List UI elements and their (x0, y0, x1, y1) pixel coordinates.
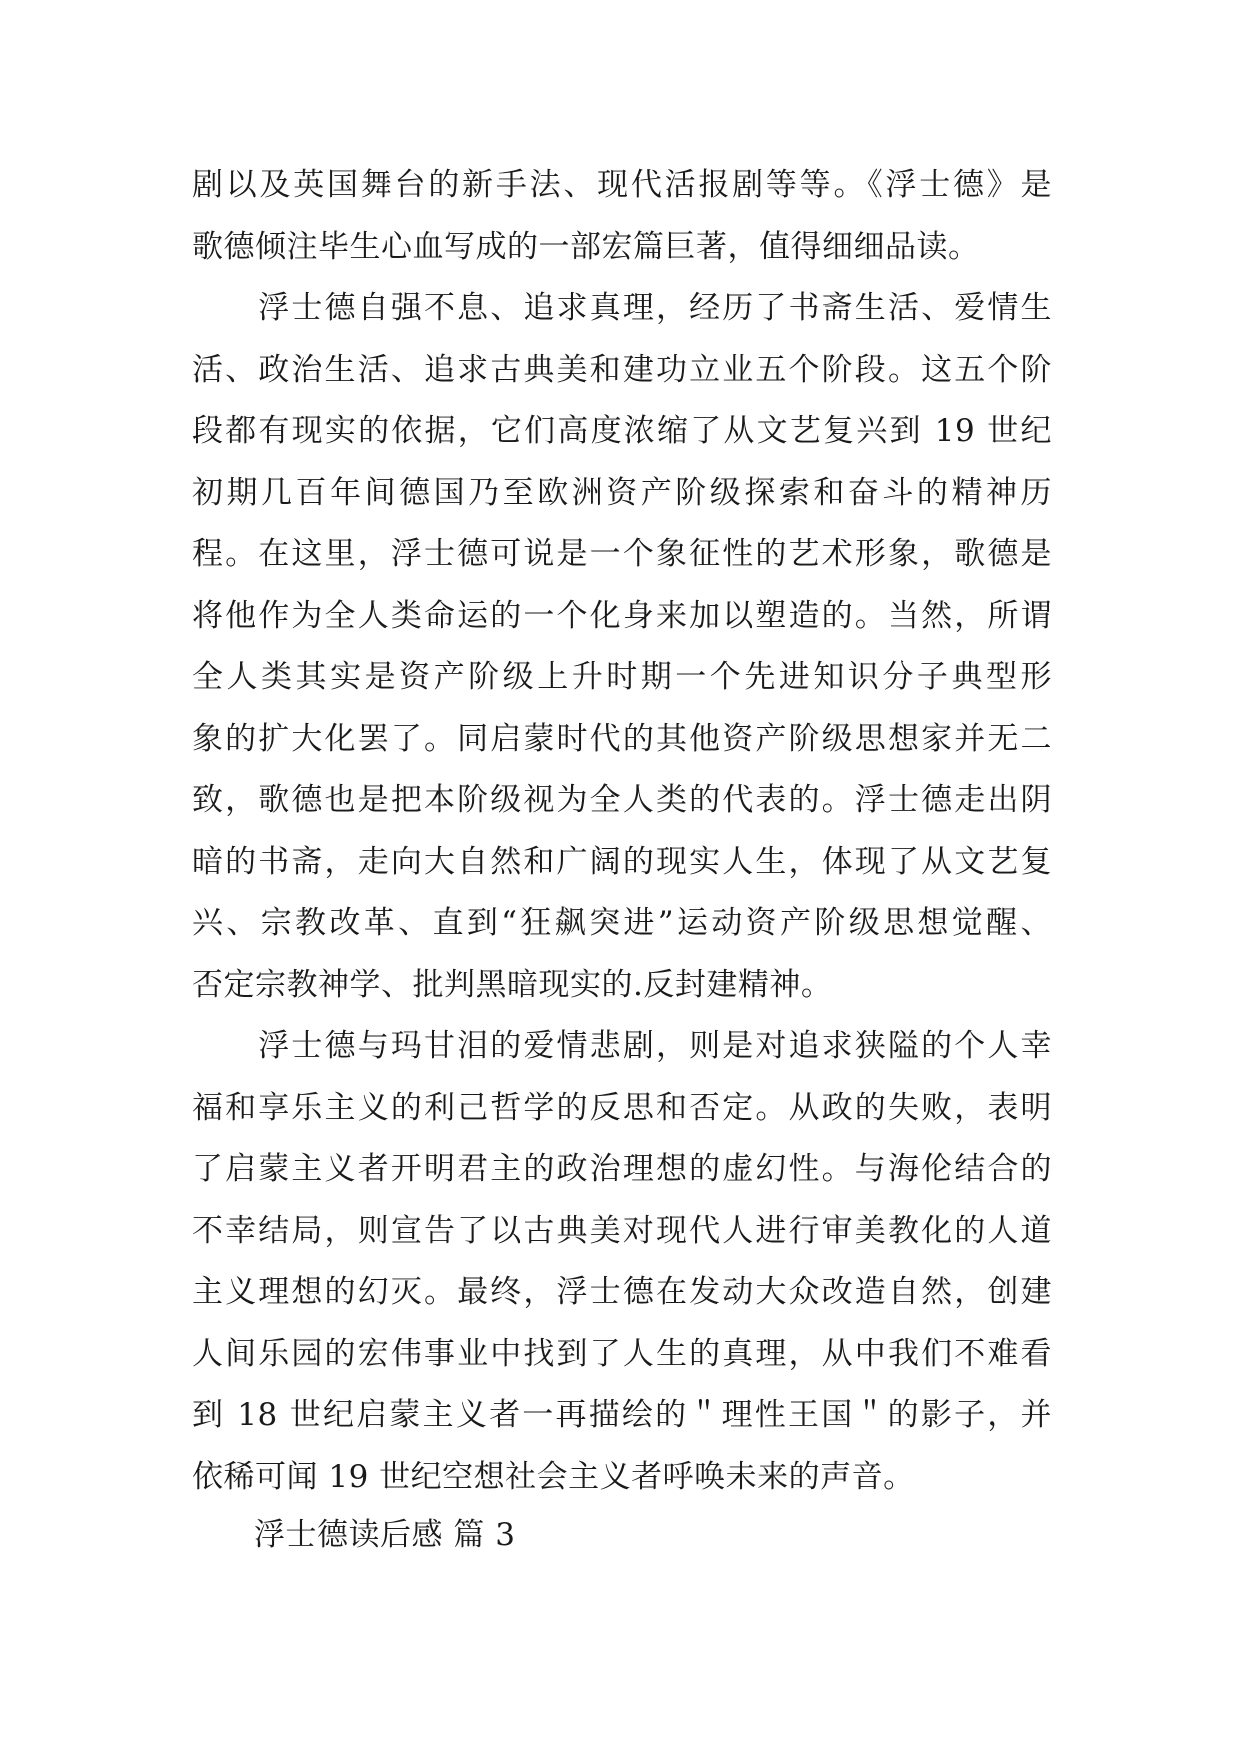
text-line: 福和享乐主义的利己哲学的反思和否定。从政的失败，表明 (192, 1089, 1052, 1126)
text-line: 剧以及英国舞台的新手法、现代活报剧等等。《浮士德》是 (192, 167, 1052, 203)
text-line: 程。在这里，浮士德可说是一个象征性的艺术形象，歌德是 (192, 536, 1052, 572)
text-line: 主义理想的幻灭。最终，浮士德在发动大众改造自然，创建 (192, 1274, 1052, 1310)
text-line: 否定宗教神学、批判黑暗现实的.反封建精神。 (192, 966, 833, 1003)
text-line: 初期几百年间德国乃至欧洲资产阶级探索和奋斗的精神历 (192, 474, 1052, 511)
text-line: 致，歌德也是把本阶级视为全人类的代表的。浮士德走出阴 (192, 782, 1052, 818)
document-body (192, 155, 1052, 1508)
text-line: 兴、宗教改革、直到“狂飙突进”运动资产阶级思想觉醒、 (192, 905, 1052, 941)
text-line: 段都有现实的依据，它们高度浓缩了从文艺复兴到 19 世纪 (192, 413, 1052, 449)
text-line: 歌德倾注毕生心血写成的一部宏篇巨著，值得细细品读。 (192, 228, 980, 265)
text-line: 活、政治生活、追求古典美和建功立业五个阶段。这五个阶 (192, 351, 1052, 388)
text-line: 了启蒙主义者开明君主的政治理想的虚幻性。与海伦结合的 (192, 1151, 1052, 1187)
paragraph (192, 1016, 1052, 1508)
text-line: 人间乐园的宏伟事业中找到了人生的真理，从中我们不难看 (192, 1335, 1052, 1372)
text-line: 象的扩大化罢了。同启蒙时代的其他资产阶级思想家并无二 (192, 720, 1052, 757)
text-line: 暗的书斋，走向大自然和广阔的现实人生，体现了从文艺复 (192, 843, 1052, 880)
text-line: 浮士德与玛甘泪的爱情悲剧，则是对追求狭隘的个人幸 (192, 1028, 1052, 1064)
text-line: 到 18 世纪启蒙主义者一再描绘的＂理性王国＂的影子，并 (192, 1397, 1052, 1433)
text-line: 依稀可闻 19 世纪空想社会主义者呼唤未来的声音。 (192, 1458, 915, 1495)
paragraph (192, 155, 1052, 278)
text-line: 浮士德自强不息、追求真理，经历了书斋生活、爱情生 (192, 290, 1052, 326)
text-line: 将他作为全人类命运的一个化身来加以塑造的。当然，所谓 (192, 597, 1052, 634)
text-line: 全人类其实是资产阶级上升时期一个先进知识分子典型形 (192, 659, 1052, 695)
text-line: 不幸结局，则宣告了以古典美对现代人进行审美教化的人道 (192, 1212, 1052, 1249)
section-heading: 浮士德读后感 篇 3 (254, 1517, 516, 1553)
paragraph (192, 278, 1052, 1016)
